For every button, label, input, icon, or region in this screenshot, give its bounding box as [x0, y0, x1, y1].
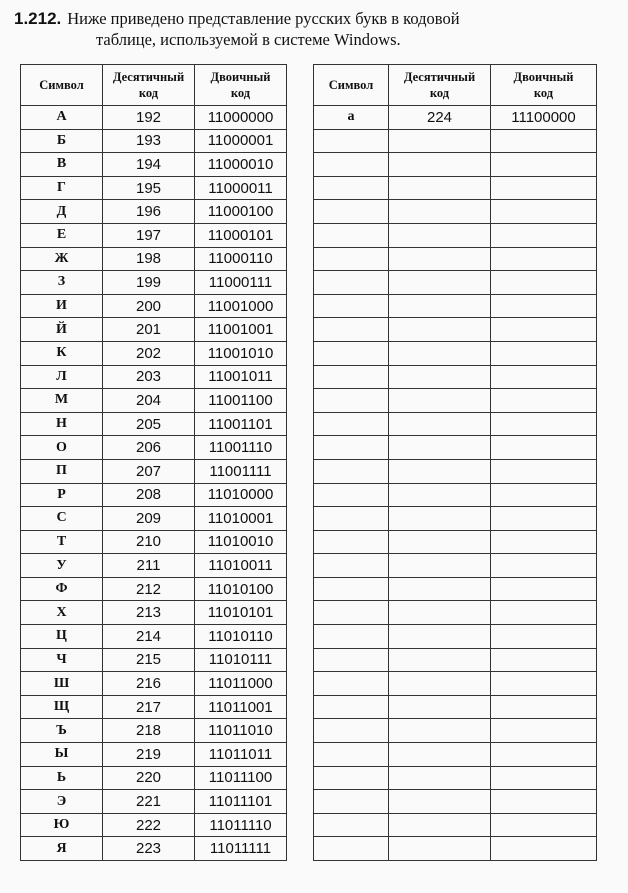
table-row — [21, 200, 287, 224]
cell-decimal: 210 — [103, 530, 195, 554]
table-row — [21, 129, 287, 153]
cell-symbol — [314, 271, 389, 295]
table-row — [314, 294, 597, 318]
table-row — [314, 176, 597, 200]
cell-decimal: 217 — [103, 695, 195, 719]
cell-binary: 11000010 — [195, 153, 287, 177]
table-row — [314, 648, 597, 672]
cell-binary — [491, 223, 597, 247]
cell-binary — [491, 176, 597, 200]
cell-binary — [491, 436, 597, 460]
table-row — [21, 271, 287, 295]
cell-binary — [491, 577, 597, 601]
table-row — [314, 530, 597, 554]
cell-decimal: 219 — [103, 743, 195, 767]
cell-symbol: Ж — [21, 247, 103, 271]
table-header-row — [21, 65, 287, 106]
cell-decimal — [389, 223, 491, 247]
cell-decimal — [389, 271, 491, 295]
table-row — [21, 176, 287, 200]
cell-binary: 11001100 — [195, 389, 287, 413]
cell-symbol — [314, 341, 389, 365]
cell-decimal: 205 — [103, 412, 195, 436]
cell-symbol: Ч — [21, 648, 103, 672]
cell-symbol — [314, 554, 389, 578]
table-row — [21, 672, 287, 696]
cell-binary — [491, 790, 597, 814]
cell-symbol — [314, 790, 389, 814]
cell-binary — [491, 648, 597, 672]
table-row — [21, 153, 287, 177]
cell-decimal — [389, 412, 491, 436]
cell-symbol: Л — [21, 365, 103, 389]
cell-binary — [491, 695, 597, 719]
table-row — [21, 294, 287, 318]
cell-decimal — [389, 459, 491, 483]
cell-decimal: 214 — [103, 625, 195, 649]
table-row — [21, 106, 287, 130]
table-row — [314, 483, 597, 507]
cell-decimal: 194 — [103, 153, 195, 177]
cell-binary — [491, 341, 597, 365]
cell-symbol — [314, 625, 389, 649]
cell-decimal — [389, 695, 491, 719]
cell-binary: 11010110 — [195, 625, 287, 649]
cell-symbol: В — [21, 153, 103, 177]
table-row — [21, 813, 287, 837]
cell-decimal — [389, 365, 491, 389]
cell-symbol — [314, 695, 389, 719]
cell-decimal: 221 — [103, 790, 195, 814]
cell-symbol — [314, 318, 389, 342]
cell-symbol — [314, 459, 389, 483]
table-row — [21, 719, 287, 743]
cell-binary — [491, 271, 597, 295]
header-binary: Двоичный код — [195, 65, 287, 106]
cell-decimal — [389, 648, 491, 672]
cell-symbol — [314, 766, 389, 790]
table-header-row — [314, 65, 597, 106]
cell-binary: 11001010 — [195, 341, 287, 365]
cell-binary — [491, 294, 597, 318]
cell-symbol: Й — [21, 318, 103, 342]
cell-symbol: Ъ — [21, 719, 103, 743]
table-row — [21, 530, 287, 554]
cell-symbol: Ы — [21, 743, 103, 767]
cell-symbol: Ш — [21, 672, 103, 696]
cell-symbol: Е — [21, 223, 103, 247]
table-row — [314, 200, 597, 224]
table-row — [21, 507, 287, 531]
header-decimal: Десятичный код — [103, 65, 195, 106]
cell-decimal: 202 — [103, 341, 195, 365]
cell-binary: 11010001 — [195, 507, 287, 531]
cell-binary: 11000011 — [195, 176, 287, 200]
cell-decimal: 213 — [103, 601, 195, 625]
table-row — [314, 129, 597, 153]
cell-binary: 11011110 — [195, 813, 287, 837]
table-row — [314, 625, 597, 649]
cell-binary — [491, 129, 597, 153]
cell-symbol — [314, 672, 389, 696]
cell-decimal: 206 — [103, 436, 195, 460]
cell-decimal: 195 — [103, 176, 195, 200]
cell-decimal: 204 — [103, 389, 195, 413]
problem-statement — [14, 8, 614, 50]
cell-symbol: К — [21, 341, 103, 365]
cell-decimal — [389, 129, 491, 153]
cell-symbol: Т — [21, 530, 103, 554]
cell-symbol: А — [21, 106, 103, 130]
cell-decimal — [389, 813, 491, 837]
cell-binary: 11100000 — [491, 106, 597, 130]
cell-decimal: 196 — [103, 200, 195, 224]
cell-decimal — [389, 176, 491, 200]
cell-decimal: 207 — [103, 459, 195, 483]
cell-decimal: 218 — [103, 719, 195, 743]
code-table-right — [313, 64, 597, 861]
table-row — [314, 365, 597, 389]
cell-binary: 11001101 — [195, 412, 287, 436]
cell-symbol — [314, 365, 389, 389]
cell-decimal — [389, 672, 491, 696]
cell-decimal — [389, 483, 491, 507]
cell-symbol — [314, 648, 389, 672]
cell-binary: 11011001 — [195, 695, 287, 719]
cell-symbol: Я — [21, 837, 103, 861]
table-row — [21, 554, 287, 578]
cell-symbol: Б — [21, 129, 103, 153]
cell-decimal: 200 — [103, 294, 195, 318]
table-row — [314, 743, 597, 767]
cell-decimal — [389, 719, 491, 743]
cell-decimal: 216 — [103, 672, 195, 696]
code-table-left — [20, 64, 287, 861]
cell-binary — [491, 554, 597, 578]
table-row — [314, 672, 597, 696]
cell-symbol — [314, 719, 389, 743]
cell-decimal: 224 — [389, 106, 491, 130]
cell-symbol: Х — [21, 601, 103, 625]
problem-number: 1.212. — [14, 9, 62, 28]
cell-symbol — [314, 389, 389, 413]
table-row — [314, 790, 597, 814]
table-row — [21, 790, 287, 814]
cell-binary: 11011101 — [195, 790, 287, 814]
cell-binary — [491, 766, 597, 790]
cell-decimal — [389, 294, 491, 318]
cell-binary: 11000000 — [195, 106, 287, 130]
cell-decimal — [389, 436, 491, 460]
cell-symbol: Ю — [21, 813, 103, 837]
cell-symbol — [314, 601, 389, 625]
cell-decimal — [389, 743, 491, 767]
cell-binary — [491, 601, 597, 625]
cell-symbol: Ь — [21, 766, 103, 790]
cell-decimal — [389, 625, 491, 649]
cell-symbol — [314, 530, 389, 554]
table-row — [314, 271, 597, 295]
table-row — [21, 247, 287, 271]
cell-decimal — [389, 247, 491, 271]
cell-binary — [491, 247, 597, 271]
cell-binary: 11000001 — [195, 129, 287, 153]
table-row — [314, 695, 597, 719]
header-binary: Двоичный код — [491, 65, 597, 106]
cell-symbol: У — [21, 554, 103, 578]
cell-binary — [491, 153, 597, 177]
cell-decimal: 192 — [103, 106, 195, 130]
cell-binary: 11011011 — [195, 743, 287, 767]
table-row — [21, 436, 287, 460]
cell-decimal — [389, 507, 491, 531]
table-row — [314, 719, 597, 743]
cell-symbol — [314, 837, 389, 861]
table-row — [314, 389, 597, 413]
cell-binary — [491, 625, 597, 649]
cell-binary: 11010101 — [195, 601, 287, 625]
cell-decimal: 215 — [103, 648, 195, 672]
table-row — [21, 577, 287, 601]
cell-symbol: О — [21, 436, 103, 460]
table-row — [21, 648, 287, 672]
cell-binary — [491, 507, 597, 531]
table-row — [314, 766, 597, 790]
table-row — [314, 813, 597, 837]
cell-decimal: 201 — [103, 318, 195, 342]
cell-symbol: З — [21, 271, 103, 295]
cell-decimal — [389, 837, 491, 861]
cell-symbol — [314, 129, 389, 153]
cell-decimal: 223 — [103, 837, 195, 861]
cell-binary: 11000100 — [195, 200, 287, 224]
cell-symbol — [314, 223, 389, 247]
cell-decimal — [389, 601, 491, 625]
table-row — [314, 412, 597, 436]
cell-binary — [491, 365, 597, 389]
cell-symbol — [314, 412, 389, 436]
cell-decimal — [389, 389, 491, 413]
header-symbol: Символ — [314, 65, 389, 106]
table-row — [21, 483, 287, 507]
cell-symbol: Г — [21, 176, 103, 200]
table-row — [314, 153, 597, 177]
cell-symbol — [314, 577, 389, 601]
table-row — [21, 766, 287, 790]
cell-decimal — [389, 766, 491, 790]
cell-symbol: И — [21, 294, 103, 318]
table-row — [21, 365, 287, 389]
cell-symbol — [314, 153, 389, 177]
table-row — [314, 247, 597, 271]
cell-binary: 11001000 — [195, 294, 287, 318]
table-row — [21, 601, 287, 625]
cell-binary — [491, 837, 597, 861]
header-decimal: Десятичный код — [389, 65, 491, 106]
cell-binary: 11000110 — [195, 247, 287, 271]
cell-symbol: а — [314, 106, 389, 130]
cell-binary — [491, 200, 597, 224]
table-row — [314, 577, 597, 601]
cell-binary: 11010010 — [195, 530, 287, 554]
cell-binary: 11001111 — [195, 459, 287, 483]
cell-decimal: 199 — [103, 271, 195, 295]
table-row — [314, 459, 597, 483]
table-row — [314, 601, 597, 625]
cell-decimal — [389, 554, 491, 578]
cell-symbol — [314, 743, 389, 767]
table-row — [314, 436, 597, 460]
header-symbol: Символ — [21, 65, 103, 106]
cell-decimal: 198 — [103, 247, 195, 271]
cell-symbol — [314, 200, 389, 224]
cell-binary: 11011000 — [195, 672, 287, 696]
cell-symbol: Н — [21, 412, 103, 436]
cell-binary: 11000101 — [195, 223, 287, 247]
table-row — [21, 341, 287, 365]
cell-symbol — [314, 483, 389, 507]
cell-decimal — [389, 318, 491, 342]
table-row — [21, 625, 287, 649]
cell-symbol: Ц — [21, 625, 103, 649]
problem-text-line-2: таблице, используемой в системе Windows. — [96, 30, 401, 49]
cell-decimal: 197 — [103, 223, 195, 247]
cell-decimal: 212 — [103, 577, 195, 601]
cell-binary: 11010111 — [195, 648, 287, 672]
table-row — [314, 507, 597, 531]
cell-binary: 11011111 — [195, 837, 287, 861]
cell-decimal: 208 — [103, 483, 195, 507]
cell-decimal — [389, 790, 491, 814]
cell-decimal — [389, 153, 491, 177]
cell-symbol: Щ — [21, 695, 103, 719]
table-row — [21, 412, 287, 436]
cell-symbol: Р — [21, 483, 103, 507]
cell-binary: 11001110 — [195, 436, 287, 460]
cell-binary — [491, 813, 597, 837]
table-row — [314, 341, 597, 365]
cell-decimal: 203 — [103, 365, 195, 389]
cell-decimal: 211 — [103, 554, 195, 578]
table-row — [314, 318, 597, 342]
table-row — [314, 837, 597, 861]
cell-symbol: Д — [21, 200, 103, 224]
cell-decimal: 209 — [103, 507, 195, 531]
problem-text-line-1: Ниже приведено представление русских букв в кодовой — [67, 9, 460, 28]
cell-binary — [491, 483, 597, 507]
cell-binary — [491, 459, 597, 483]
cell-binary — [491, 530, 597, 554]
table-row — [21, 837, 287, 861]
cell-symbol — [314, 294, 389, 318]
cell-decimal — [389, 530, 491, 554]
cell-binary: 11010011 — [195, 554, 287, 578]
cell-binary — [491, 318, 597, 342]
cell-symbol — [314, 813, 389, 837]
table-row — [21, 389, 287, 413]
cell-decimal — [389, 341, 491, 365]
cell-binary: 11001001 — [195, 318, 287, 342]
cell-symbol: П — [21, 459, 103, 483]
cell-symbol: М — [21, 389, 103, 413]
cell-symbol — [314, 176, 389, 200]
table-row — [21, 459, 287, 483]
cell-binary: 11010100 — [195, 577, 287, 601]
cell-symbol: Ф — [21, 577, 103, 601]
cell-binary — [491, 412, 597, 436]
cell-binary — [491, 672, 597, 696]
cell-binary: 11000111 — [195, 271, 287, 295]
cell-decimal — [389, 577, 491, 601]
cell-binary: 11011010 — [195, 719, 287, 743]
cell-binary — [491, 389, 597, 413]
table-row — [314, 106, 597, 130]
cell-decimal — [389, 200, 491, 224]
table-row — [314, 223, 597, 247]
cell-binary: 11011100 — [195, 766, 287, 790]
table-row — [21, 743, 287, 767]
table-row — [314, 554, 597, 578]
cell-symbol — [314, 247, 389, 271]
table-row — [21, 223, 287, 247]
cell-symbol — [314, 436, 389, 460]
table-row — [21, 318, 287, 342]
cell-decimal: 222 — [103, 813, 195, 837]
cell-binary: 11010000 — [195, 483, 287, 507]
table-row — [21, 695, 287, 719]
cell-symbol — [314, 507, 389, 531]
cell-binary — [491, 743, 597, 767]
cell-decimal: 193 — [103, 129, 195, 153]
cell-binary: 11001011 — [195, 365, 287, 389]
cell-symbol: Э — [21, 790, 103, 814]
cell-decimal: 220 — [103, 766, 195, 790]
cell-symbol: С — [21, 507, 103, 531]
cell-binary — [491, 719, 597, 743]
